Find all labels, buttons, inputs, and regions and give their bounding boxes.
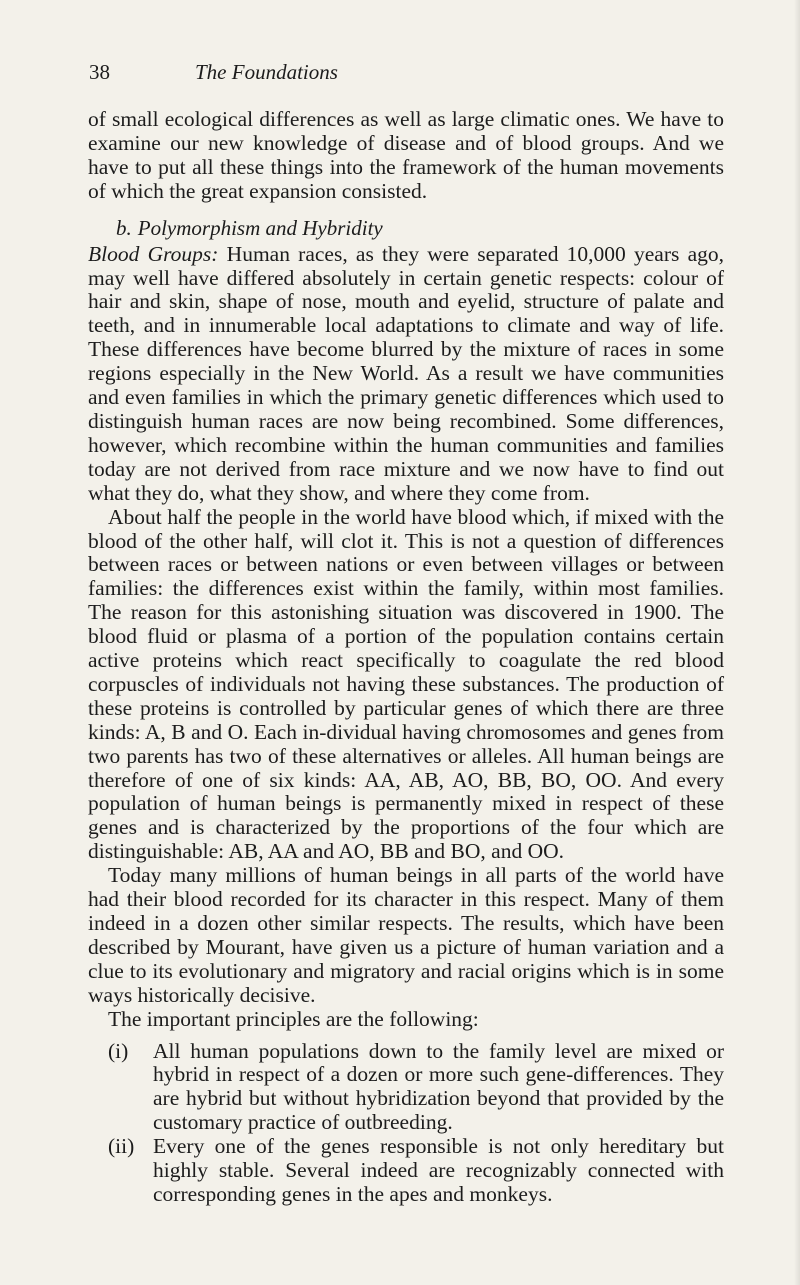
run-in-heading: Blood Groups: [88,241,219,266]
principles-list [88,1040,724,1207]
page-number: 38 [89,60,110,84]
intro-paragraph: of small ecological differences as well as large climatic ones. We have to examine our new knowledge of disease and of blood groups. And we have to put all these things into the framework of the human movements of which the great expansion consisted. [88,107,724,203]
list-item-text: Every one of the genes responsible is not only hereditary but highly stable. Several indeed are recognizably connected with corresponding genes in the apes and monkeys. [153,1134,724,1206]
list-item-text: All human populations down to the family level are mixed or hybrid in respect of a dozen or more such gene-differences. They are hybrid but without hybridization beyond that provided by the customary practice of outbreeding. [153,1038,724,1135]
paragraph: About half the people in the world have blood which, if mixed with the blood of the other half, will clot it. This is not a question of differences between races or between nations or even between villages or between families: the differences exist within the family, within most families. The reason for this astonishing situation was discovered in 1900. The blood fluid or plasma of a portion of the population contains certain active proteins which react specifically to coagulate the red blood corpuscles of individuals not having these substances. The production of these proteins is controlled by particular genes of which there are three kinds: A, B and O. Each in-dividual having chromosomes and genes from two parents has two of these alternatives or alleles. All human beings are therefore of one of six kinds: AA, AB, AO, BB, BO, OO. And every population of human beings is permanently mixed in respect of these genes and is characterized by the proportions of the four which are distinguishable: AB, AA and AO, BB and BO, and OO. [88,504,724,864]
list-item [108,1135,724,1207]
blood-groups-paragraph [88,243,724,506]
page-body [88,108,724,1207]
section-heading [88,216,724,240]
page-header [89,58,729,86]
section-letter: b. [116,215,132,240]
running-title: The Foundations [195,60,338,84]
list-item [108,1040,724,1136]
section-title: Polymorphism and Hybridity [137,215,383,240]
paragraph: Today many millions of human beings in all parts of the world have had their blood recorded for its character in this respect. Many of them indeed in a dozen other similar respects. The results, which have been described by Mourant, have given us a picture of human variation and a clue to its evolutionary and migratory and racial origins which is in some ways historically decisive. [88,863,724,1007]
list-marker: (ii) [108,1134,135,1159]
paragraph: The important principles are the following: [108,1006,479,1031]
blood-groups-text: Human races, as they were separated 10,000 years ago, may well have differed absolutely in certain genetic respects: colour of hair and skin, shape of nose, mouth and eyelid, structure of palate and teeth, and in innumerable local adaptations to climate and way of life. These differences have become blurred by the mixture of races in some regions especially in the New World. As a result we have communities and even families in which the primary genetic differences which used to distinguish human races are now being recombined. Some differences, however, which recombine within the human communities and families today are not derived from race mixture and we now have to find out what they do, what they show, and where they come from. [88,241,724,505]
page-edge-shadow [794,0,800,1285]
list-marker: (i) [108,1038,129,1063]
